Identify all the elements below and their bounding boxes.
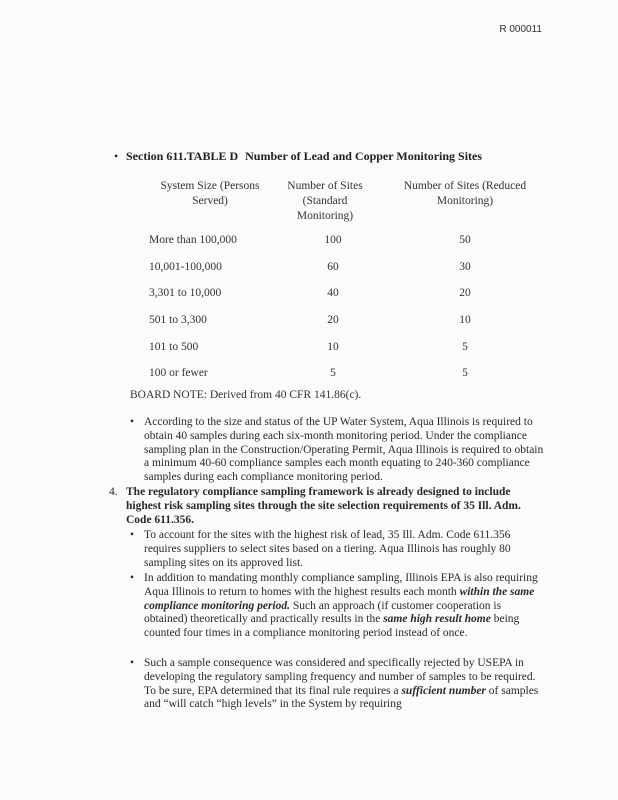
paragraph-usepa — [130, 657, 544, 712]
cell-reduced-sites: 50 — [459, 234, 471, 246]
table-row — [0, 234, 618, 250]
table-header-reduced: Number of Sites (Reduced Monitoring) — [403, 180, 527, 207]
cell-system-size: 101 to 500 — [149, 341, 199, 353]
emphasis-text: sufficient number — [401, 684, 486, 697]
bates-number: R 000011 — [499, 24, 542, 35]
emphasis-text: same high result home — [383, 613, 491, 626]
cell-standard-sites: 10 — [327, 341, 339, 353]
cell-system-size: 10,001-100,000 — [149, 261, 222, 273]
cell-reduced-sites: 10 — [459, 314, 471, 326]
table-header-standard: Number of Sites (Standard Monitoring) — [287, 180, 363, 222]
paragraph-text: Such a sample consequence was considered and specifically rejected by USEPA in developing the regulatory sampling frequency and number of samples to be required. To be sure, EPA determined that its final rule requires a — [144, 657, 536, 697]
paragraph-highest-risk — [130, 529, 544, 570]
cell-reduced-sites: 5 — [462, 341, 468, 353]
cell-reduced-sites: 30 — [459, 261, 471, 273]
bullet-icon: • — [130, 529, 135, 541]
paragraph-text: Such an approach (if customer cooperation is obtained) theoretically and practically results in the — [144, 599, 502, 626]
section-heading — [114, 149, 483, 164]
paragraph-text: of samples and “will catch “high levels” in the System by requiring — [144, 684, 539, 711]
paragraph-text: being counted four times in a compliance monitoring period instead of once. — [144, 613, 520, 640]
paragraph-text: In addition to mandating monthly compliance sampling, Illinois EPA is also requiring Aqua Illinois to return to homes with the highest results each month — [144, 572, 538, 598]
table-row — [0, 261, 618, 277]
cell-standard-sites: 5 — [330, 367, 336, 379]
paragraph-text: To account for the sites with the highest risk of lead, 35 Ill. Adm. Code 611.356 requires suppliers to select sites based on a tiering. Aqua Illinois has roughly 80 sampling sites on its approved list. — [144, 529, 511, 569]
bullet-icon: • — [130, 572, 135, 584]
emphasis-text: within the same compliance monitoring period. — [144, 585, 535, 612]
cell-system-size: More than 100,000 — [149, 234, 237, 246]
cell-standard-sites: 40 — [327, 287, 339, 299]
cell-standard-sites: 100 — [324, 234, 342, 246]
cell-reduced-sites: 5 — [462, 367, 468, 379]
cell-standard-sites: 60 — [327, 261, 339, 273]
section-label: Section 611.TABLE D — [126, 149, 239, 163]
bullet-icon: • — [114, 149, 119, 163]
cell-standard-sites: 20 — [327, 314, 339, 326]
item-number: 4. — [109, 486, 118, 498]
cell-system-size: 501 to 3,300 — [149, 314, 207, 326]
table-row — [0, 287, 618, 303]
bullet-icon: • — [130, 416, 135, 428]
board-note: BOARD NOTE: Derived from 40 CFR 141.86(c). — [130, 389, 362, 401]
table-row — [0, 367, 618, 383]
paragraph-monthly-sampling — [130, 572, 544, 641]
cell-system-size: 3,301 to 10,000 — [149, 287, 222, 299]
paragraph-sample-count — [130, 416, 544, 485]
table-row — [0, 314, 618, 330]
item-heading: The regulatory compliance sampling framework is already designed to include highest risk sampling sites through the site selection requirements of 35 Ill. Adm. Code 611.356. — [126, 486, 521, 526]
paragraph-text: According to the size and status of the UP Water System, Aqua Illinois is required to obtain 40 samples during each six-month monitoring period. Under the compliance sampling plan in the Construction/Operating Permit, Aqua Illinois is required to obtain a minimum 40-60 compliance samples each month equating to 240-360 compliance samples during each compliance monitoring period. — [144, 416, 544, 484]
numbered-item-4 — [109, 486, 546, 527]
bullet-icon: • — [130, 657, 135, 669]
cell-system-size: 100 or fewer — [149, 367, 208, 379]
table-header-system-size: System Size (Persons Served) — [160, 180, 260, 207]
cell-reduced-sites: 20 — [459, 287, 471, 299]
table-row — [0, 341, 618, 357]
section-title: Number of Lead and Copper Monitoring Sites — [245, 149, 483, 163]
